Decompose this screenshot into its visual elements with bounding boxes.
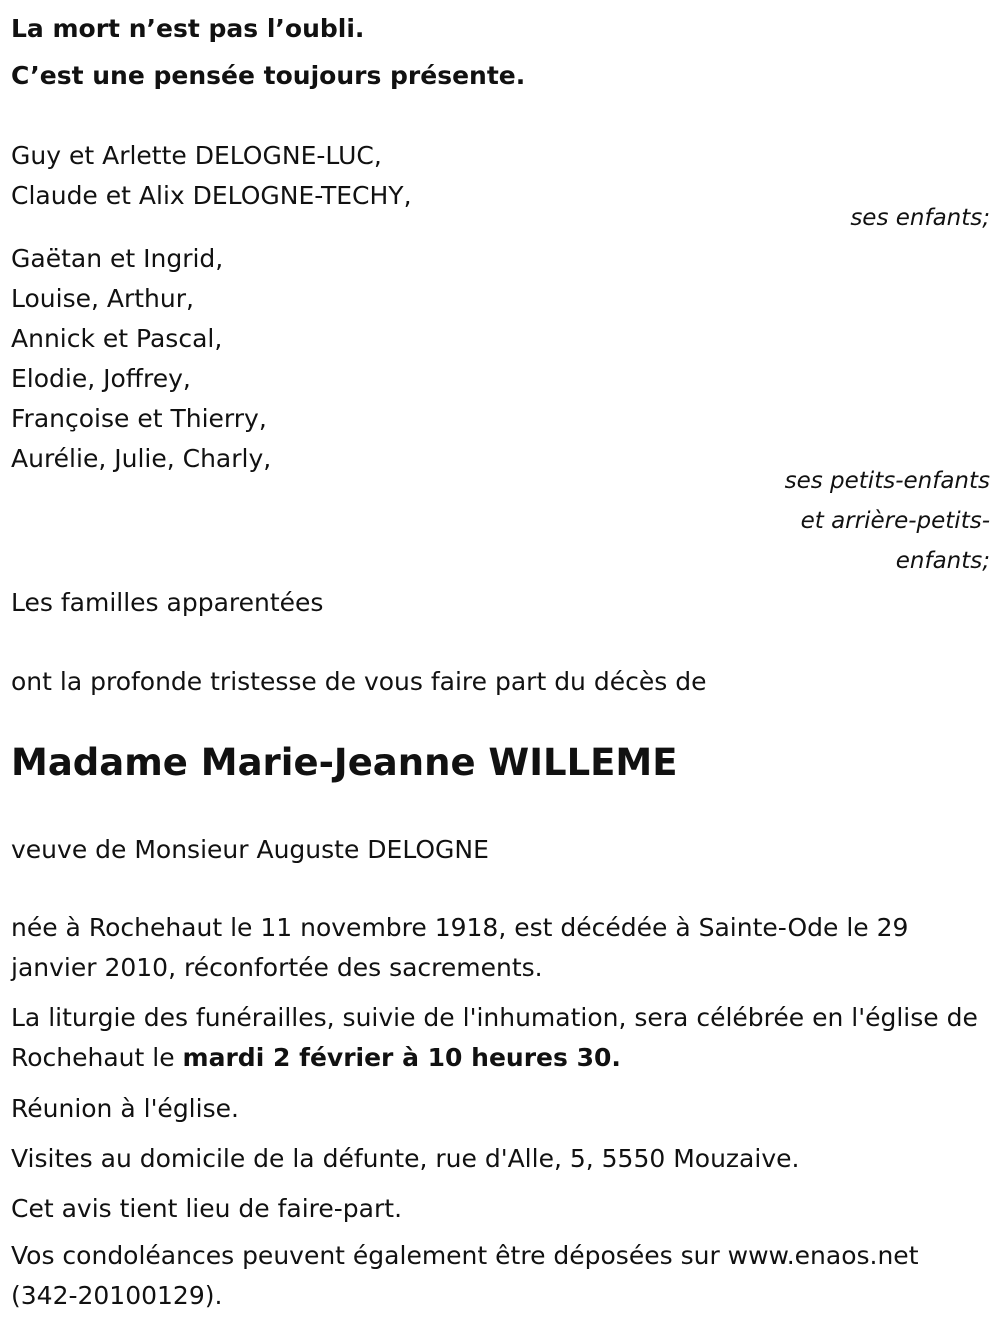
grandchild-name: Elodie, Joffrey, — [11, 364, 191, 393]
child-name: Claude et Alix DELOGNE-TECHY, — [11, 181, 412, 210]
liturgy-paragraph — [11, 998, 985, 1078]
grandchildren-role-line: enfants; — [895, 548, 990, 574]
liturgy-text: La liturgie des funérailles, suivie de l'inhumation, sera célébrée en l'église de Rochehaut le — [11, 1003, 978, 1072]
grandchild-name: Louise, Arthur, — [11, 284, 194, 313]
condolences-paragraph: Vos condoléances peuvent également être déposées sur www.enaos.net (342-20100129). — [11, 1241, 919, 1310]
notice-line: Cet avis tient lieu de faire-part. — [11, 1194, 403, 1223]
visits-line: Visites au domicile de la défunte, rue d'Alle, 5, 5550 Mouzaive. — [11, 1144, 800, 1173]
liturgy-date-time: mardi 2 février à 10 heures 30. — [182, 1043, 621, 1072]
grandchildren-role-line: et arrière-petits- — [800, 508, 990, 534]
grandchildren-role-line: ses petits-enfants — [784, 468, 990, 494]
birth-death-paragraph: née à Rochehaut le 11 novembre 1918, est décédée à Sainte-Ode le 29 janvier 2010, réconfortée des sacrements. — [11, 913, 909, 982]
grandchild-name: Françoise et Thierry, — [11, 404, 267, 433]
families-line: Les familles apparentées — [11, 588, 324, 617]
announcement-line: ont la profonde tristesse de vous faire part du décès de — [11, 667, 707, 696]
widow-of-line: veuve de Monsieur Auguste DELOGNE — [11, 835, 489, 864]
deceased-name: Madame Marie-Jeanne WILLEME — [11, 741, 678, 784]
grandchild-name: Gaëtan et Ingrid, — [11, 244, 224, 273]
grandchild-name: Aurélie, Julie, Charly, — [11, 444, 272, 473]
children-role: ses enfants; — [850, 205, 990, 231]
meeting-line: Réunion à l'église. — [11, 1094, 239, 1123]
grandchild-name: Annick et Pascal, — [11, 324, 223, 353]
epigraph-line-2: C’est une pensée toujours présente. — [11, 61, 526, 90]
child-name: Guy et Arlette DELOGNE-LUC, — [11, 141, 382, 170]
epigraph-line-1: La mort n’est pas l’oubli. — [11, 14, 365, 43]
